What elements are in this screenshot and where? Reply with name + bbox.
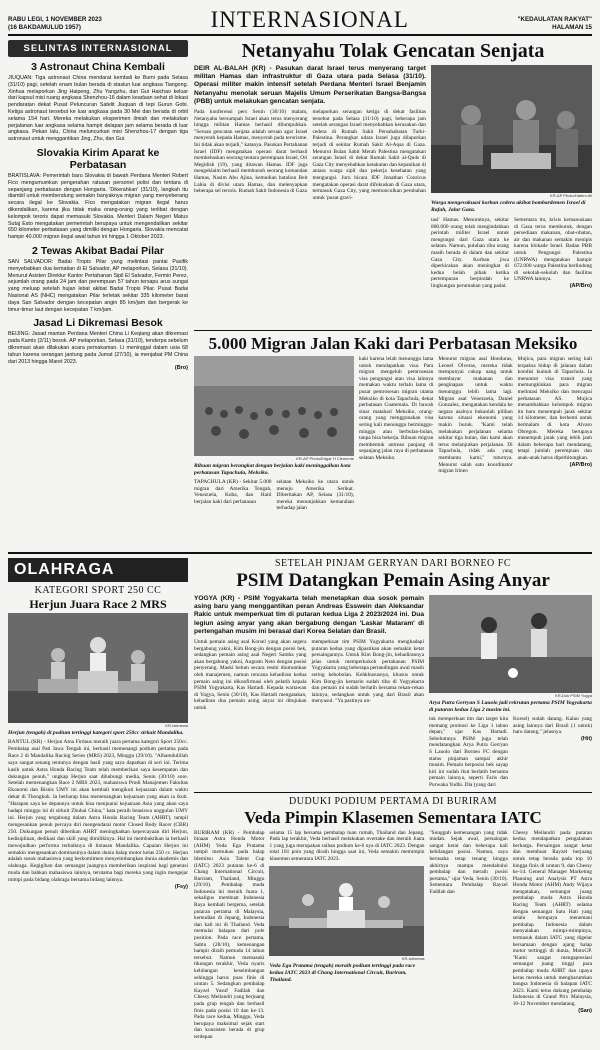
iatc-col2: selama 15 lap bersama pembalap tuan rumah, Thailand dan Jepang. Pada lap terakhir, Veda berhasil melakukan overtake dan meraih Juara 1 yang juga merupakan raihan podium ke-6 nya di IATC 2023. Dengan total 181 poin yang diraih hingga saat ini, Veda semakin memimpin klasemen sementara IATC 2023. xyxy=(269,829,425,862)
football-training-image xyxy=(429,595,592,693)
story-separator xyxy=(194,792,592,793)
page-number: HALAMAN 15 xyxy=(552,24,592,31)
migran-photo xyxy=(194,356,354,456)
javanese-date: (16 BAKDAMULUD 1957) xyxy=(8,24,81,31)
iatc-credit: (San) xyxy=(578,1007,592,1014)
migrant-walk-image xyxy=(194,356,354,456)
migran-photo-credit: KR-AP Photo/Edgar H Clemente xyxy=(296,456,354,461)
netanyahu-photo-caption: Warga mengevakuasi korban cedera akibat bombardemen Israel di Rafah, Jalur Gaza. xyxy=(431,200,586,213)
psim-photo-credit: KR-Dok PSIM Yogya xyxy=(555,693,592,698)
herjun-photo xyxy=(8,613,188,723)
rescue-scene-image xyxy=(431,65,592,193)
netanyahu-headline: Netanyahu Tolak Gencatan Senjata xyxy=(241,40,545,62)
masthead-paper xyxy=(518,16,592,32)
brief-text: BRATISLAVA: Pemerintah baru Slovakia di bawah Perdana Menteri Robert Fico mengumumkan pengerahan ratusan personel polisi dan tentara di sepanjang perbatasan dengan Hongaria. 'Dikerahkan' (31/10), langkah itu diambil untuk membendung semakin banyaknya migran yang menyeberang secara ilegal ke Slovakia. Fico mengatakan migran ilegal harus dikendalikan, karena jika tidak maka orang-orang yang terlibat dengan kelompok teroris dapat memasuki Slovakia. Menteri Dalam Negeri Matus Sutaj Esto mengatakan pemerintah berupaya untuk mengendalikan sekitar 650 kilometer perbatasan yang dimiliki dengan Hongaria. Slovakia mencatat hampir 40.000 migran ilegal awal tahun ini hingga 1 Oktober 2023. xyxy=(8,172,188,241)
psim-kicker: SETELAH PINJAM GERRYAN DARI BORNEO FC xyxy=(274,558,512,569)
netanyahu-lead: DEIR AL-BALAH (KR) - Pasukan darat Israel terus menyerang target militan Hamas dan infrastruktur di Gaza utara pada Selasa (31/10). Operasi militer makin intensif setelah Perdana Menteri Israel Benjamin Netanyahu menolak seruan Majelis Umum Perserikatan Bangsa-Bangsa (PBB) untuk melakukan gencatan senjata. xyxy=(194,65,426,105)
brief-text: SAN SALVADOR: Badai Tropis Pilar yang melintasi pantai Pasifik menyebabkan dua kematian di El Salvador, AP melaporkan, Selasa (31/10). Menurut Asisten Direktur Kantor Pertahanan Sipil El Salvador, Fermin Perez, sejumlah orang pada 24 jam dan perempuan 57 tahun tersapu arus sungai yang meluap setelah hujan lebat akibat Badai Tropis Pilar. Pusat Badai Nasional AS (NHC) mengatakan Pilar terletak sekitar 335 kilometer barat daya San Salvador dengan kecepatan angin 85 km/jam dan bergerak ke timur-timur laut dengan kecepatan 7 km/jam. xyxy=(8,258,188,313)
netanyahu-credit: (AP/Bro) xyxy=(569,282,592,289)
masthead xyxy=(8,6,592,32)
netanyahu-col2: melaporkan serangan ketiga di dekat fasilitas tersebut pada Selasa (31/10) pagi, beberapa jam setelah serangan Israel menyebabkan kerusakan dan cedera di Rumah Sakit Persahabatan Turki-Palestina. Perangkat udara Israel juga dilaporkan terjadi di sekitar Rumah Sakit Al-Aqsa di Gaza. Menurut Bulan Sabit Merah Palestina mengatakan serangan Israel di dekat Rumah Sakit al-Quds di Gaza City menyebabkan ketakutan dan kepanikan di antara warga sipil dan pekerja kesehatan yang mengungsi. Juru bicara IDF Jonathan Conricus mengatakan operasi darat difokuskan di Gaza utara, termasuk Gaza City, yang memunculkan perubahan untuk 'pusat gravi- xyxy=(312,109,426,201)
herjun-headline: Herjun Juara Race 2 MRS xyxy=(29,597,167,611)
herjun-body: BANTUL (KR) - Herjun Atna Firdaus meraih juara pertama kategori Sport 250cc. Pembalap asal Pati Jawa Tengah ini, berhasil memenangi podium pertama pada Race 2 di Mandalika Racing Series (MRS) 2023, Minggu (29/10). "Alhamdulillah saya sangat senang tentunya dengan hasil yang saya dapatkan di seri ini. Terima kasih untuk Astra Honda Racing Team telah memberikan saya kesempatan dan dukungan penuh," ungkap Herjun saat dihubungi media, Senin (30/10) sore. Setelah memenangkan Race 2 MRS 2023, mahasiswa Prodi Manajemen Fakultas Ekonomi dan Bisnis UMY ini akan kembali mengikuti kejuaraan dalam waktu dekat di Thongkok. Ia berharap bisa memenangkan kejuaraan yang akan ia ikuti. "Harapan saya ke depannya untuk bisa menjuarai kejuaraan Asia yang akan saya hadapi minggu ini di sirkuit Zhuhai China," kata peraih beasiswa unggulan UMY ini. Herjun yang tergabung dalam Astra Honda Racing Team (AHRT), tampil mengesankan penuh percaya diri mengendarai motor Closed Body Racer (CBR) 250. Dukungan penuh diberikan AHRT meningkatkan kepercayaan diri Herjun, kedisiplinan, dedikasi dan skill yang dimilikinya. Hal ini membuktikan ia berhasil mewujudkan performa terbaiknya di lintasan Mandalika. Capaian Herjun ini semakin mengesankan dominasinya dalam dunia balap motor kelas 250 cc. Herjun adalah sosok mahasiswa yang berkomitmen menyeimbangkan dunia akademis dan olahraga. Kegigihan dan semangat juangnya memberikan inspirasi bagi generasi muda dan bahkan mahasiswa lainnya, terutama bagi mereka yang ingin mengejar mimpi pada bidang olahraga bersama bidang lainnya. xyxy=(8,739,188,884)
paper-name: "KEDAULATAN RAKYAT" xyxy=(517,16,592,23)
masthead-rule xyxy=(8,34,592,36)
psim-col1: Untuk pemain asing asal Korsel yang akan segera bergabung yakni, Kim Bong-jin dengan posisi bek, sedangkan pemain asing asal Negeri Samba yang akan bergabung yakni, Augusto Neto dengan posisi penyerang. Maski belum secara resmi diumumkan oleh manajemen, namun rencana kehadiran kedua pemain asing ini dikonfirmasi oleh pelatih kepala PSIM Yogyakarta, Kas Hartadi. Kepada wartawan di Yogya, Senin (30/10), Kas Hartadi mengatakan, kehadiran dua pemain asing anyar ini ditujukan untuk xyxy=(194,639,307,711)
brief-text: BEIJING: Jasad mantan Perdana Menteri China Li Keqiang akan dikremasi pada Kamis (2/11) besok. AP melaporkan, Selasa (31/10), tenderpa sebelum dikremasi akan dilakukan acara pemakaman. Li meninggal dalam usia 68 tahun karena serangan jantung pada Jumat (27/10), ia menjabat PM China dari 2013 hingga Maret 2023. xyxy=(8,331,188,365)
brief-text: JIUQUAN: Tiga astronaut China mendarat kembali ke Bumi pada Selasa (31/10) pagi, setelah enam bulan berada di stasiun luar angkasa Tiangong. Xinhua melaporkan Jing Haipeng, Zhu Yangzhu, dan Gui Haichao keluar dari kapsul misi ruang angkasa Shenzhou-16 dalam keadaan sehat di lokasi pendaratan dekat Pusat Peluncuran Satelit Jiuquan di tepi Gurun Gobi. Ketiga astronaut tersebut ke luar angkasa pada 30 Mei dan berada di orbit selama 154 hari. Mereka melakukan eksperimen ilmiah dan melakukan perjalanan luar angkasa selama hampir delapan jam selama berada di luar angkasa. Pekan lalu, China meluncurkan misi Shenzhou-17 dengan tiga astronaut untuk menggantikan Jing, Zhu, dan Gui. xyxy=(8,75,188,143)
netanyahu-col3: tasi' Hamas. Menurutnya, sekitar 800.000 orang telah mengindahkan perintah militer Israel untuk mengungsi dari Gaza utara ke selatan. Namun, puluhan ribu orang masih berada di dalam dan sekitar Gaza City. Korban jiwa diperkirakan akan meningkat di kedua belah pihak ketika pertempuran berpindah ke lingkungan perumahan yang padat. xyxy=(431,217,509,289)
netanyahu-col1: Pada konferensi pers Senin (30/10) malam, Netanyahu bersumpah Israel akan terus menyerang hingga militan Hamas berhasil dilumpuhkan. "Seruan gencatan senjata adalah seruan agar Israel menyerah kepada Hamas, menyerah pada terorisme. Ini tidak akan terjadi," katanya. Pasukan Pertahanan Israel (IDF) mengatakan operasi darat berhasil membebaskan seorang tentara perempuan Israel, Ori Megidish (19), yang ditawan Hamas. IDF juga mengeklaim berhasil membunuh seorang komandan Hamas, Nasim Abu Ajina, kemudian batalion Beit Lahia di divisi utara Hamas, dan melenyapkan beberapa sel teroris. Rumah Sakit Indonesia di Gaza xyxy=(194,109,308,195)
migran-credit: (AP/Bro) xyxy=(569,461,592,468)
herjun-photo-credit: KR-Istimewa xyxy=(165,723,188,728)
masthead-date xyxy=(8,16,102,32)
psim-headline: PSIM Datangkan Pemain Asing Anyar xyxy=(236,570,550,591)
psim-col4: Korsel) sudah datang. Kalau yang asing lainnya dari Brasil (1 untuk) baru datang," jelasnya. xyxy=(513,716,592,736)
iatc-col1: BURIRAM (KR) - Pembalap binaan Astra Honda Motor (AHM) Veda Ega Pratama tampil memukau pada balap Idemitsu Asia Talent Cup (IATC) 2023 putaran ke-6 di Chang International Circuit, Buriram, Thailand, Minggu (29/10). Pembalap muda Indonesia ini meraih Juara 1, sekaligus membuat Indonesia Raya kembali bergema, setelah putaran pertama di Malaysia, kemudian di Jepang, Indonesia dan kali ini di Thailand. Veda memulai balapan dari pole position. Pada race pertama, Sabtu (28/10), kemenangan hampir diraih pemuda 14 tahun tersebut. Namun memasuki tikungan terakhir, Veda nyaris kehilangan keseimbangan sehingga harus puas finis di urutan 5. Sedangkan pembalap Kayzel Yusuf Fadilah dan Chessy Meilandri yang berjuang pada grup tengah dan berhasil finis pada posisi 10 dan ke-13. Pada race kedua, Minggu, Veda berupaya maksimal sejak start dan konsisten berada di grup terdepan xyxy=(194,829,265,1040)
section-title: INTERNASIONAL xyxy=(210,7,409,32)
iatc-col4: Chessy Meilandri pada putaran kedua mendapatkan pengalaman berharga. Persaingan sangat ketat dan membuat Rayzel berjuang untuk tetap berada pada top 10 hingga finis di urutan 9, dan Chessy ke-14. General Manager Marketing Planning and Analysis PT Astra Honda Motor (AHM) Andy Wijaya mengatakan, semangat juang pembalap muda Astra Honda Racing Team (AHRT) selama dengan semangat Satu Hati yang selalu berupaya menemani pembalap Indonesia dalam menyalakan mimpi-mimpinya, termasuk dalam IATC yang digelar bersamaan dengan ajang balap motor tertinggi di dunia, MotoGP. "Kami sangat mengapresiasi semangat juang tinggi para pembalap muda AHRT dan upaya keras mereka untuk mengharumkan bangsa Indonesia di balapan IATC 2023. Kami terus dukung pembalap Indonesia di Grand Prix Malaysia, 10-12 November mendatang. xyxy=(512,829,592,1007)
selintas-badge: SELINTAS INTERNASIONAL xyxy=(8,40,188,57)
psim-photo-caption: Arya Putra Gerryan S Lauolo jadi rekrutan pertama PSIM Yogyakarta di putaran kedua Liga 2 musim ini. xyxy=(429,700,592,713)
sports-main-column xyxy=(194,558,592,1041)
psim-photo xyxy=(429,595,592,693)
section-rule xyxy=(8,552,592,554)
migran-lead: TAPACHULA (KR) - Sekitar 5.000 migran dari Amerika Tengah, Venezuela, Kuba, dan Haiti berjalan kaki dari perbatasan xyxy=(194,479,272,505)
migran-photo-caption: Ribuan migran berangkat dengan berjalan kaki meninggalkan kota perbatasan Tapachula, Meksiko. xyxy=(194,463,351,476)
netanyahu-photo xyxy=(431,65,592,193)
brief-credit: (Bro) xyxy=(174,365,188,372)
international-row xyxy=(8,40,592,550)
iatc-col3: "Sungguh kemenangan yang tidak mudah. Sejak awal, persaingan sangat ketat dan beberapa kali kehilangan posisi. Namun, saya berusaha tetap tenang hingga akhirnya mampu mendahului pembalap dan meraih posisi pertama," ujar Veda, Senin (30/10). Sementara Pembalap Rayzel Fadilah dan xyxy=(429,829,508,895)
sports-row xyxy=(8,558,592,1041)
netanyahu-photo-credit: KR-AP Photo/Hatem Ali xyxy=(550,193,592,198)
psim-lead: YOGYA (KR) - PSIM Yogyakarta telah menetapkan dua sosok pemain asing baru yang menggantikan peran Andreas Esswein dan Aleksandar Rakic untuk memperkuat tim di putaran kedua Liga 2 2023/2024 ini. Dua legiun asing anyar yang akan bergabung dengan 'Laskar Mataram' di pertengahan musim ini berasal dari Korea Selatan dan Brasil. xyxy=(194,595,424,635)
iatc-headline: Veda Pimpin Klasemen Sementara IATC xyxy=(244,807,542,827)
olahraga-badge: OLAHRAGA xyxy=(8,558,188,582)
brief-title: 3 Astronaut China Kembali xyxy=(31,61,165,73)
herjun-kicker: KATEGORI SPORT 250 CC xyxy=(34,585,162,596)
psim-col2: memperkuat tim PSIM Yogyakarta menghadapi putaran kedua yang dipastikan akan semakin ketat persaingannya. Untuk Kim Bong-jin, kehadirannya jelas untuk memperkokoh pertahanan PSIM Yogyakarta yang beberapa pertandingan awal masih sering kebobolan. Kehkhususnya, khusus untuk Kim Bong-jin kemarin sudah tiba di Yogyakarta dan pemain ini sudah berlatih bersama rekan-rekan lainnya, sedangkan untuk yang dari Brasil akan menyusul. "Ya pastinya un- xyxy=(311,639,424,705)
brief-title: 2 Tewas Akibat Badai Pilar xyxy=(32,244,164,257)
migran-col1b: selatan Meksiko ke utara untuk menuju Amerika Serikat. Diberitakan AP, Selasa (31/10), mereka menunjukkan kemarahan terhadap jalan xyxy=(276,479,354,512)
olahraga-column xyxy=(8,558,188,1041)
migran-col4: Mujica, para migran sering kali terpaksa hidup di jalanan dalam kondisi kumuh di Tapachula. Ia menuntut visa transit yang memungkinkan para migran melintasi Meksiko dan mencapai perbatasan AS. Mujica menambahkan kelompok migran itu baru menempuh jarak sekitar 14 kilometer, dan berhenti untuk bermalam di kota Alvaro Obregon. Mereka berupaya menempuh jarak yang lebih jauh dalam beberapa hari mendatang, tetapi jumlah perempuan dan anak-anak harus diperhitungkan. xyxy=(517,356,592,461)
migran-headline: 5.000 Migran Jalan Kaki dari Perbatasan Meksiko xyxy=(208,334,578,353)
main-column xyxy=(194,40,592,550)
herjun-credit: (Fsy) xyxy=(174,884,188,891)
iatc-podium-image xyxy=(269,866,424,956)
brief-title: Jasad Li Dikremasi Besok xyxy=(33,317,163,330)
netanyahu-col4: Sementara itu, krisis kemanusiaan di Gaza terus memburuk, dengan persediaan makanan, obat-obatan, air dan makanan semakin menipis karena blokade Israel. Badan PBB untuk Pengungsi Palestina (UNRWA) mengatakan hampir 672.000 warga Palestina berlindung di sekolah-sekolah dan fasilitas UNRWA lainnya. xyxy=(514,217,592,283)
selintas-column xyxy=(8,40,188,550)
brief-title: Slovakia Kirim Aparat ke Perbatasan xyxy=(36,146,160,171)
migran-col2: kaki karena lelah menunggu lama untuk mendapatkan visa. Para migran mengeluh pemrosesan visa pengungsi atau visa lainnya memakan waktu terlalu lama di pusat pemrosesan migran utama Meksiko di kota Tapachula, dekat perbatasan Guatemala. Di bawah sinar matahari Meksiko, orang-orang yang menggunakan visa sering kali menunggu berminggu-minggu atau berbulan-bulan, tanpa bisa bekerja. Ribuan migran membentuk antrean panjang di sepanjang jalan raya di perbatasan selatan Meksiko. xyxy=(359,356,434,461)
iatc-photo-caption: Veda Ega Pratama (tengah) meraih podium tertinggi pada race kedua IATC 2023 di Chang International Circuit, Buriram, Thailand. xyxy=(269,962,416,983)
migran-col3: Menurut migran asal Honduras, Leonel Olveras, mereka tidak mempunyai cukup uang untuk membayar makanan dan penginapan untuk waktu menunggu lebih lama lagi. Migran asal Venezuela, Daniel Gonzalez, mengatakan kendala ke negara asalnya bukanlah pilihan karena situasi ekonomi yang makin buruk. "Kami telah melakukan perjalanan selama sekitar tiga bulan, dan kami akan terus melanjutkan perjalanan. Di Tapachula, tidak ada yang membantu kami," tuturnya. Menurut salah satu koordinator migran Irineo xyxy=(438,356,513,475)
podium-image xyxy=(8,613,188,723)
iatc-photo-credit: KR-Istimewa xyxy=(401,955,425,961)
herjun-photo-caption: Herjun (tengah) di podium tertinggi kategori sport 250cc sirkuit Mandalika. xyxy=(8,730,184,736)
gregorian-date: RABU LEGI, 1 NOVEMBER 2023 xyxy=(8,16,102,23)
psim-credit: (Hit) xyxy=(581,735,592,742)
iatc-photo xyxy=(269,866,424,956)
iatc-kicker: DUDUKI PODIUM PERTAMA DI BURIRAM xyxy=(289,795,497,807)
story-separator xyxy=(194,330,592,331)
psim-col3: tuk memperkuat tim dan target kita memang promosi ke Liga 1 tahun depan," ujar Kas Hartadi. Sebelumnya PSIM juga telah mendatangkan Arya Putra Gerryan S Lauolo dari Borneo FC dengan status pinjaman sampai akhir musim. Pemain berposisi bek sayap kiri ini sudah ikut berlatih bersama pemain lainnya, seperti Faris dan Purwaka Yudhi. Dia (yang dari xyxy=(429,716,508,788)
